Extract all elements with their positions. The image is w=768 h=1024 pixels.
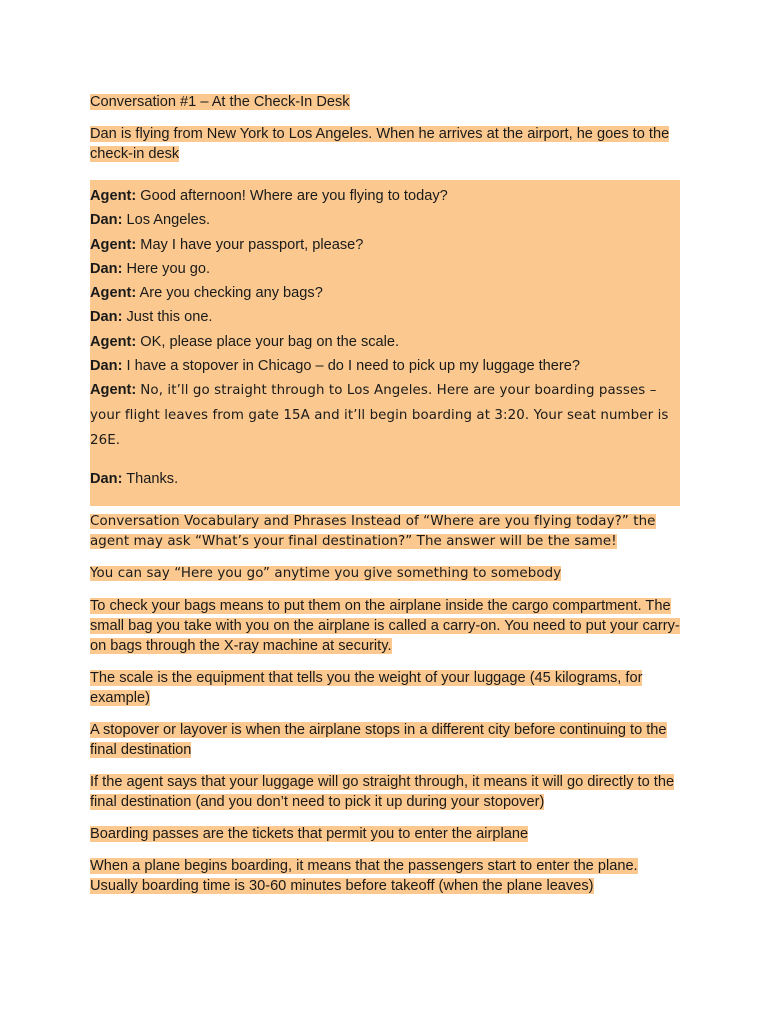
dialogue-text: I have a stopover in Chicago – do I need to pick up my luggage there?	[126, 358, 581, 375]
dialogue-text: Thanks.	[126, 471, 179, 488]
speaker-label: Dan:	[90, 358, 123, 375]
dialogue-text: May I have your passport, please?	[140, 236, 364, 253]
dialogue-line	[90, 184, 680, 208]
dialogue-text: Here you go.	[126, 260, 211, 277]
dialogue-text: Los Angeles.	[126, 212, 211, 229]
vocabulary-note	[90, 564, 680, 584]
dialogue-line	[90, 378, 680, 453]
dialogue-line	[90, 281, 680, 305]
dialogue-text: No, it’ll go straight through to Los Angeles. Here are your boarding passes – your flight leaves from gate 15A and it’ll begin boarding at 3:20. Your seat number is 26E.	[90, 383, 669, 449]
intro-paragraph: Dan is flying from New York to Los Angeles. When he arrives at the airport, he goes to the check-in desk	[90, 126, 670, 162]
vocabulary-note	[90, 720, 680, 760]
speaker-label: Dan:	[90, 309, 123, 326]
dialogue-text: OK, please place your bag on the scale.	[140, 333, 400, 350]
vocabulary-note	[90, 668, 680, 708]
dialogue-text: Just this one.	[126, 309, 213, 326]
dialogue-line	[90, 305, 680, 329]
speaker-label: Agent:	[90, 333, 137, 350]
vocabulary-note	[90, 512, 680, 552]
dialogue-text: Good afternoon! Where are you flying to today?	[140, 188, 448, 204]
dialogue-line	[90, 354, 680, 378]
vocabulary-note	[90, 824, 680, 844]
note-text: The scale is the equipment that tells you the weight of your luggage (45 kilograms, for example)	[90, 669, 643, 706]
title-block	[90, 92, 680, 112]
speaker-label: Agent:	[90, 188, 137, 204]
speaker-label: Agent:	[90, 236, 137, 253]
vocabulary-note	[90, 856, 680, 896]
vocabulary-note	[90, 772, 680, 812]
speaker-label: Dan:	[90, 260, 123, 277]
dialogue-line	[90, 233, 680, 257]
vocabulary-note	[90, 596, 680, 656]
dialogue-text: Are you checking any bags?	[139, 285, 323, 302]
page-title: Conversation #1 – At the Check-In Desk	[90, 94, 350, 110]
speaker-label: Dan:	[90, 212, 123, 229]
dialogue-line	[90, 257, 680, 281]
note-text: A stopover or layover is when the airplane stops in a different city before continuing to the final destination	[90, 721, 667, 758]
dialogue-box	[90, 180, 680, 506]
dialogue-line	[90, 330, 680, 354]
note-text: When a plane begins boarding, it means that the passengers start to enter the plane. Usually boarding time is 30-60 minutes before takeoff (when the plane leaves)	[90, 857, 638, 894]
note-text: You can say “Here you go” anytime you give something to somebody	[90, 565, 562, 581]
note-text: If the agent says that your luggage will go straight through, it means it will go directly to the final destination (and you don’t need to pick it up during your stopover)	[90, 773, 675, 810]
document-page	[90, 92, 680, 908]
note-text: Boarding passes are the tickets that permit you to enter the airplane	[90, 825, 529, 842]
dialogue-line	[90, 467, 680, 491]
dialogue-line	[90, 208, 680, 232]
note-text: Conversation Vocabulary and Phrases Instead of “Where are you flying today?” the agent may ask “What’s your final destination?” The answer will be the same!	[90, 513, 656, 549]
speaker-label: Agent:	[90, 285, 137, 302]
speaker-label: Agent:	[90, 382, 137, 399]
note-text: To check your bags means to put them on the airplane inside the cargo compartment. The small bag you take with you on the airplane is called a carry-on. You need to put your carry-on bags through the X-ray machine at security.	[90, 597, 680, 654]
speaker-label: Dan:	[90, 471, 123, 488]
intro-block	[90, 124, 680, 164]
